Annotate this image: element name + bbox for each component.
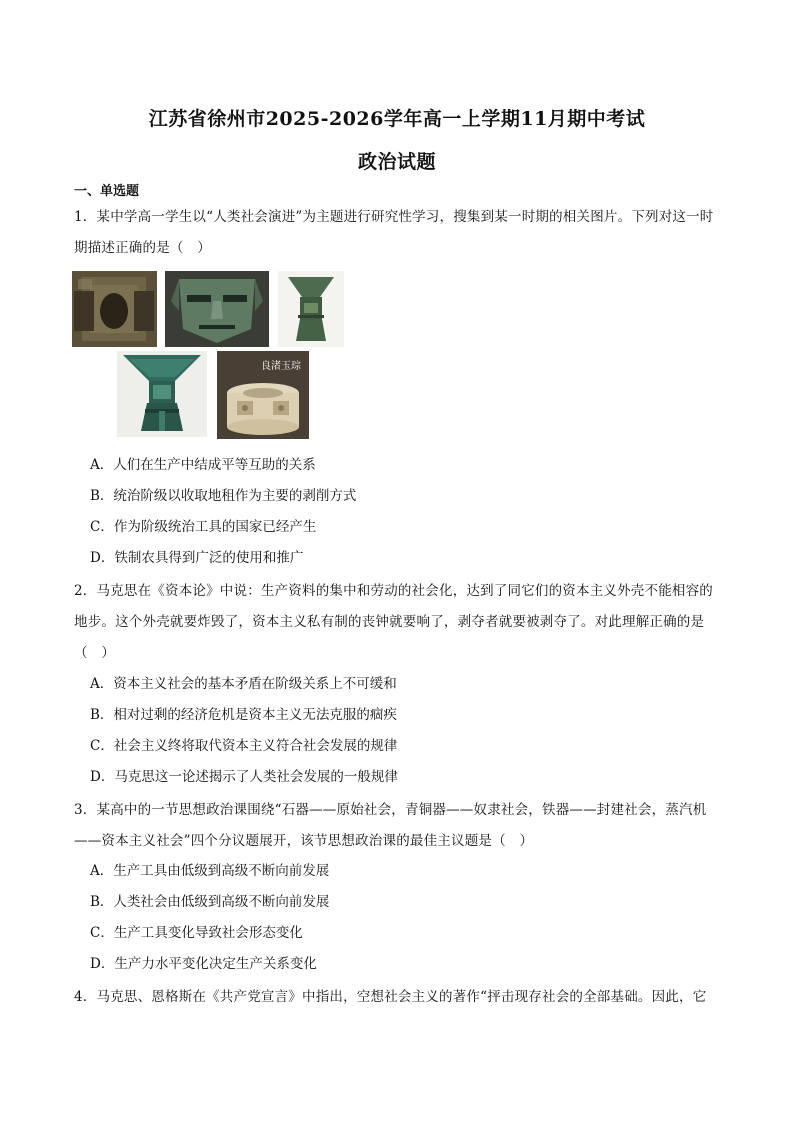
question-2-option-b[interactable]: B．相对过剩的经济危机是资本主义无法克服的痼疾 xyxy=(90,707,397,723)
exam-subject: 政治试题 xyxy=(357,151,436,173)
bronze-zun-image xyxy=(278,271,344,347)
question-1-option-c[interactable]: C．作为阶级统治工具的国家已经产生 xyxy=(90,519,317,535)
section-heading: 一、单选题 xyxy=(74,184,140,199)
question-2-option-a[interactable]: A．资本主义社会的基本矛盾在阶级关系上不可缓和 xyxy=(90,676,397,692)
question-4-stem: 4．马克思、恩格斯在《共产党宣言》中指出，空想社会主义的著作“抨击现存社会的全部基础。因此，它 xyxy=(74,989,707,1005)
jade-cong-image xyxy=(72,271,157,347)
question-2-stem: 2．马克思在《资本论》中说：生产资料的集中和劳动的社会化，达到了同它们的资本主义外壳不能相容的地步。这个外壳就要炸毁了，资本主义私有制的丧钟就要响了，剥夺者就要被剥夺了。对此理解正确的是（ ） xyxy=(74,583,713,661)
image-caption: 良渚玉琮 xyxy=(261,361,301,372)
exam-title: 江苏省徐州市2025-2026学年高一上学期11月期中考试 xyxy=(148,108,646,130)
question-2-option-c[interactable]: C．社会主义终将取代资本主义符合社会发展的规律 xyxy=(90,738,398,754)
question-3-option-d[interactable]: D．生产力水平变化决定生产关系变化 xyxy=(90,956,317,972)
question-3-option-c[interactable]: C．生产工具变化导致社会形态变化 xyxy=(90,925,303,941)
liangzhu-jade-cong-image xyxy=(217,351,309,439)
question-3-option-a[interactable]: A．生产工具由低级到高级不断向前发展 xyxy=(90,863,330,879)
question-3-stem: 3．某高中的一节思想政治课围绕“石器——原始社会，青铜器——奴隶社会，铁器——封建社会，蒸汽机——资本主义社会”四个分议题展开，该节思想政治课的最佳主议题是（ ） xyxy=(74,802,707,849)
question-1-option-d[interactable]: D．铁制农具得到广泛的使用和推广 xyxy=(90,550,304,566)
bronze-mask-image xyxy=(165,271,269,347)
question-1-option-b[interactable]: B．统治阶级以收取地租作为主要的剥削方式 xyxy=(90,488,357,504)
bronze-zun-large-image xyxy=(117,351,207,437)
question-1-option-a[interactable]: A．人们在生产中结成平等互助的关系 xyxy=(90,457,316,473)
question-3-option-b[interactable]: B．人类社会由低级到高级不断向前发展 xyxy=(90,894,330,910)
question-2-option-d[interactable]: D．马克思这一论述揭示了人类社会发展的一般规律 xyxy=(90,769,398,785)
question-1-stem: 1．某中学高一学生以“人类社会演进”为主题进行研究性学习，搜集到某一时期的相关图片。下列对这一时期描述正确的是（ ） xyxy=(74,209,714,256)
